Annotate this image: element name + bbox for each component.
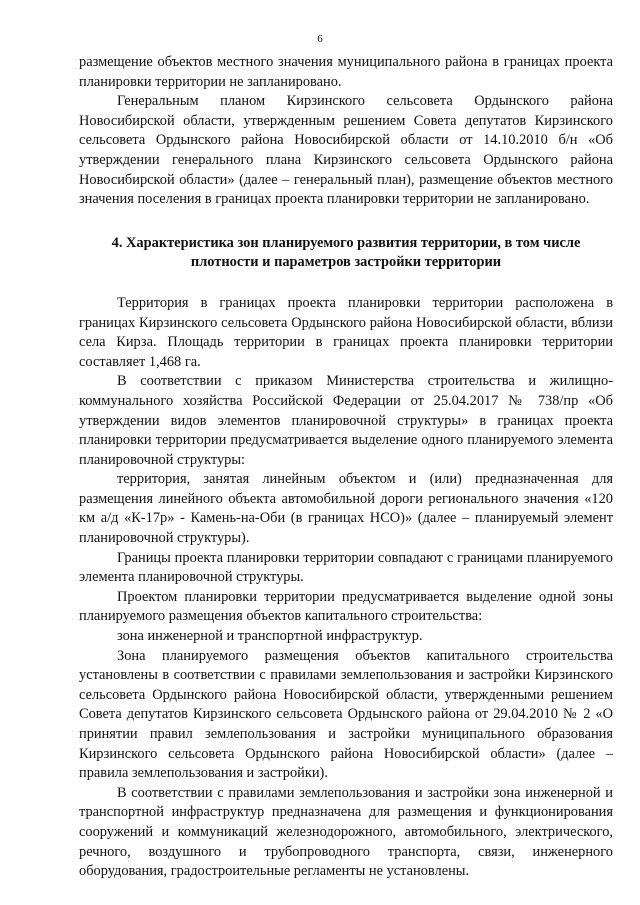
paragraph: В соответствии с приказом Министерства строительства и жилищно-коммунального хозяйства Российской Федерации от 25.04.2017 № 738/пр «Об утверждении видов элементов планировочной структуры» в границах проекта планировки территории предусматривается выделение одного планируемого элемента планировочной структуры:	[79, 373, 613, 468]
paragraph: территория, занятая линейным объектом и (или) предназначенная для размещения линейного объекта автомобильной дороги регионального значения «120 км а/д «К-17р» - Камень-на-Оби (в границах НСО)» (далее – планируемый элемент планировочной структуры).	[79, 471, 613, 547]
section-heading: 4. Характеристика зон планируемого развития территории, в том числе плотности и параметров застройки территории	[111, 234, 581, 271]
paragraph: Зона планируемого размещения объектов капитального строительства установлены в соответствии с правилами землепользования и застройки Кирзинского сельсовета Ордынского района Новосибирской области, утвержденными решением Совета депутатов Кирзинского сельсовета Ордынского района от 29.04.2010 № 2 «О принятии правил землепользования и застройки муниципального образования Кирзинского сельсовета Ордынского района Новосибирской области» (далее – правила землепользования и застройки).	[79, 647, 613, 782]
paragraph: Границы проекта планировки территории совпадают с границами планируемого элемента планировочной структуры.	[79, 549, 613, 586]
paragraph: Территория в границах проекта планировки территории расположена в границах Кирзинского сельсовета Ордынского района Новосибирской области, вблизи села Кирза. Площадь территории в границах проекта планировки территории составляет 1,468 га.	[79, 294, 613, 370]
document-body	[79, 53, 613, 882]
paragraph: Генеральным планом Кирзинского сельсовета Ордынского района Новосибирской области, утвержденным решением Совета депутатов Кирзинского сельсовета Ордынского района Новосибирской области от 14.10.2010 б/н «Об утверждении генерального плана Кирзинского сельсовета Ордынского района Новосибирской области» (далее – генеральный план), размещение объектов местного значения поселения в границах проекта планировки территории не запланировано.	[79, 93, 613, 208]
page-number: 6	[317, 33, 323, 45]
paragraph: В соответствии с правилами землепользования и застройки зона инженерной и транспортной инфраструктур предназначена для размещения и функционирования сооружений и коммуникаций железнодорожного, автомобильного, электрического, речного, воздушного и трубопроводного транспорта, связи, инженерного оборудования, градостроительные регламенты не установлены.	[79, 784, 613, 880]
paragraph: размещение объектов местного значения муниципального района в границах проекта планировки территории не запланировано.	[79, 54, 613, 90]
paragraph: Проектом планировки территории предусматривается выделение одной зоны планируемого размещения объектов капитального строительства:	[79, 588, 613, 625]
paragraph: зона инженерной и транспортной инфраструктур.	[117, 628, 423, 645]
